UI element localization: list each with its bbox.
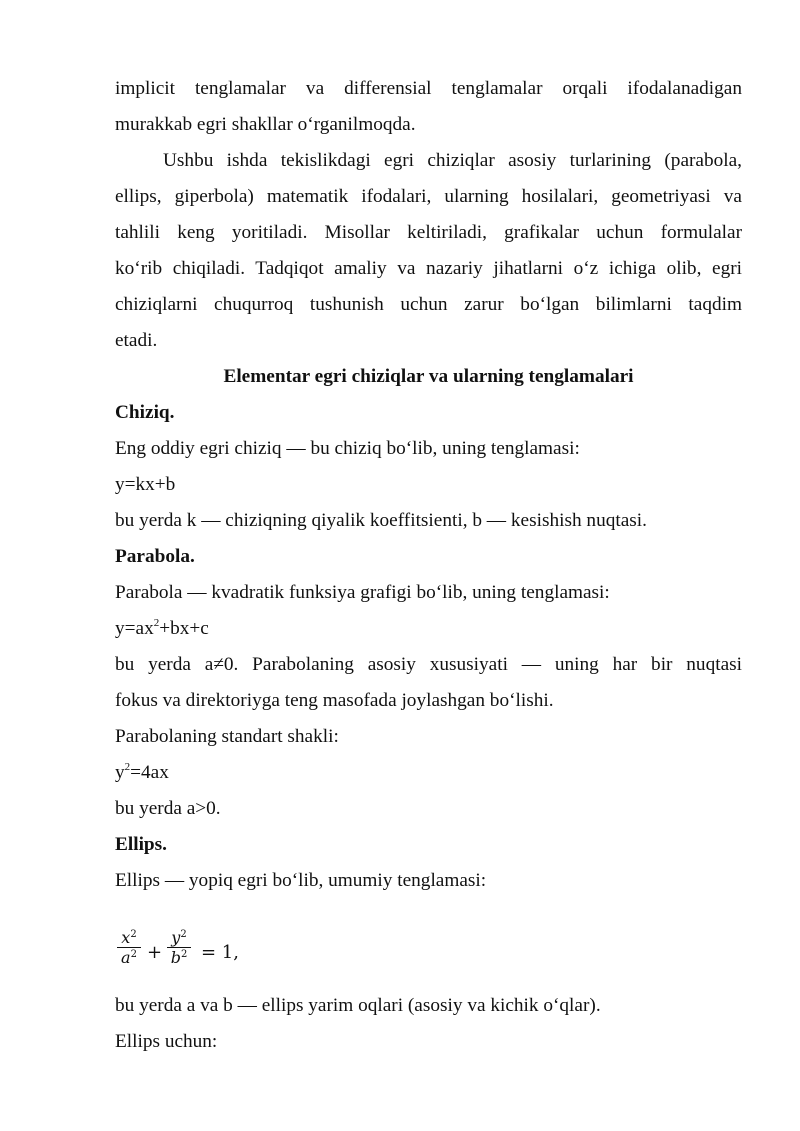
- paragraph-2-line-2: ellips, giperbola) matematik ifodalari, ularning hosilalari, geometriyasi va: [115, 186, 742, 207]
- frac-x-num-exp: 2: [130, 929, 137, 940]
- parabola-standard-formula: [115, 762, 169, 784]
- line-formula: y=kx+b: [115, 474, 176, 495]
- ellipse-intro: Ellips — yopiq egri boʻlib, umumiy tenglamasi:: [115, 870, 487, 891]
- frac-y-numerator: y: [171, 928, 181, 947]
- ellipse-fraction-y: [167, 928, 191, 967]
- ellipse-note: bu yerda a va b — ellips yarim oqlari (asosiy va kichik oʻqlar).: [115, 995, 601, 1016]
- plus-sign: +: [147, 942, 163, 963]
- frac-y-denominator: b: [170, 948, 181, 967]
- ellipse-fraction-x: [117, 928, 141, 967]
- frac-x-den-exp: 2: [130, 949, 137, 960]
- parabola-formula-rest: +bx+c: [159, 618, 209, 639]
- paragraph-1-line-2: murakkab egri shakllar oʻrganilmoqda.: [115, 114, 416, 135]
- heading-ellipse: Ellips.: [115, 834, 167, 855]
- frac-y-num-exp: 2: [180, 929, 187, 940]
- heading-line: Chiziq.: [115, 402, 175, 423]
- parabola-standard-label: Parabolaning standart shakli:: [115, 726, 339, 747]
- paragraph-2-line-3: tahlili keng yoritiladi. Misollar keltiriladi, grafikalar uchun formulalar: [115, 222, 742, 243]
- frac-x-denominator: a: [121, 948, 131, 967]
- parabola-formula: [115, 618, 209, 640]
- parabola-desc-line-1: bu yerda a≠0. Parabolaning asosiy xususiyati — uning har bir nuqtasi: [115, 654, 742, 675]
- parabola-intro: Parabola — kvadratik funksiya grafigi boʻlib, uning tenglamasi:: [115, 582, 610, 603]
- parabola-formula-base: y=ax: [115, 618, 154, 639]
- parabola-desc-line-2: fokus va direktoriyga teng masofada joylashgan boʻlishi.: [115, 690, 554, 711]
- line-note: bu yerda k — chiziqning qiyalik koeffitsienti, b — kesishish nuqtasi.: [115, 510, 647, 531]
- frac-y-den-exp: 2: [180, 949, 188, 960]
- paragraph-1-line-1: implicit tenglamalar va differensial tenglamalar orqali ifodalanadigan: [115, 78, 742, 99]
- paragraph-2-line-5: chiziqlarni chuqurroq tushunish uchun zarur boʻlgan bilimlarni taqdim: [115, 294, 742, 315]
- frac-x-numerator: x: [121, 928, 131, 947]
- paragraph-2-line-6: etadi.: [115, 330, 158, 351]
- parabola-std-note: bu yerda a>0.: [115, 798, 221, 819]
- line-intro: Eng oddiy egri chiziq — bu chiziq boʻlib, uning tenglamasi:: [115, 438, 580, 459]
- parabola-std-base: y: [115, 762, 125, 783]
- section-title: Elementar egri chiziqlar va ularning tenglamalari: [223, 366, 634, 387]
- parabola-std-exponent: 2: [124, 761, 131, 773]
- parabola-formula-exponent: 2: [153, 617, 160, 629]
- ellipse-footer: Ellips uchun:: [115, 1031, 218, 1052]
- equation-rhs: = 1,: [201, 942, 239, 963]
- heading-parabola: Parabola.: [115, 546, 195, 567]
- paragraph-2-line-1: Ushbu ishda tekislikdagi egri chiziqlar asosiy turlarining (parabola,: [163, 150, 742, 171]
- paragraph-2-line-4: koʻrib chiqiladi. Tadqiqot amaliy va nazariy jihatlarni oʻz ichiga olib, egri: [115, 258, 742, 279]
- parabola-std-rest: =4ax: [130, 762, 169, 783]
